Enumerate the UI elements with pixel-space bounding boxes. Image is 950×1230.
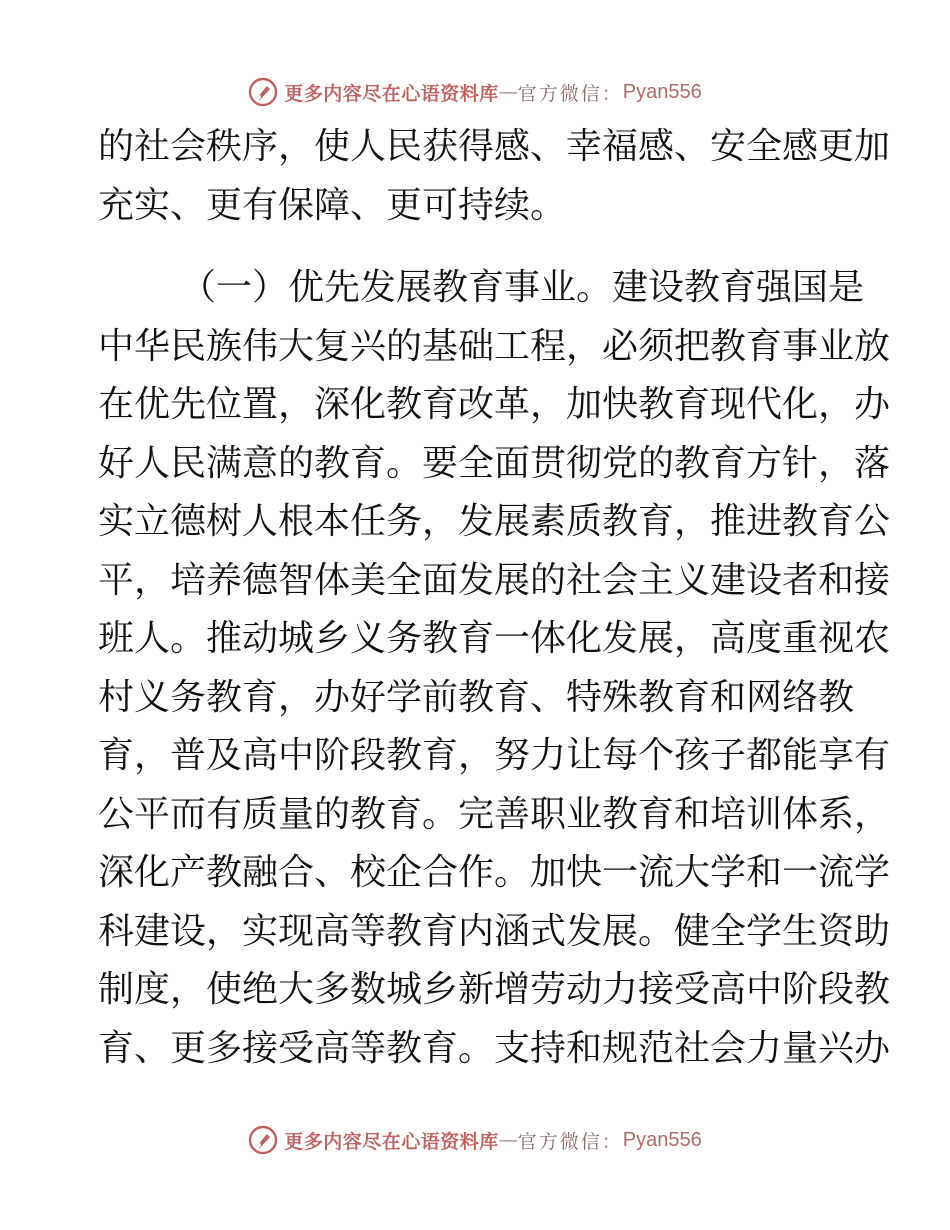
banner-separator: — bbox=[498, 1129, 518, 1151]
banner-separator: — bbox=[498, 81, 518, 103]
text-line: 制度，使绝大多数城乡新增劳动力接受高中阶段教 bbox=[98, 969, 891, 1010]
text-line: 育，普及高中阶段教育，努力让每个孩子都能享有 bbox=[98, 735, 891, 776]
banner-handle-text: Pyan556 bbox=[622, 1128, 702, 1151]
banner-brand-text: 更多内容尽在心语资料库 bbox=[284, 82, 499, 105]
banner-label-text: 官方微信： bbox=[517, 1130, 623, 1153]
text-line: 村义务教育，办好学前教育、特殊教育和网络教 bbox=[98, 676, 855, 718]
text-line: 中华民族伟大复兴的基础工程，必须把教育事业放 bbox=[98, 325, 891, 367]
pen-nib-logo-icon bbox=[248, 77, 278, 107]
text-line: 育、更多接受高等教育。支持和规范社会力量兴办 bbox=[98, 1027, 891, 1069]
text-line: 科建设，实现高等教育内涵式发展。健全学生资助 bbox=[98, 910, 891, 952]
pen-nib-logo-icon bbox=[248, 1125, 278, 1155]
document-body bbox=[98, 118, 891, 1078]
paragraph bbox=[98, 118, 891, 235]
text-line: （一）优先发展教育事业。建设教育强国是 bbox=[180, 267, 865, 308]
text-line: 充实、更有保障、更可持续。 bbox=[98, 184, 567, 226]
text-line: 实立德树人根本任务，发展素质教育，推进教育公 bbox=[98, 501, 891, 542]
banner-handle-text: Pyan556 bbox=[622, 80, 702, 103]
text-line: 班人。推动城乡义务教育一体化发展，高度重视农 bbox=[98, 618, 891, 659]
text-line: 好人民满意的教育。要全面贯彻党的教育方针，落 bbox=[98, 442, 891, 484]
text-line: 在优先位置，深化教育改革，加快教育现代化，办 bbox=[98, 384, 891, 425]
banner-label-text: 官方微信： bbox=[517, 82, 623, 105]
header-banner bbox=[0, 72, 950, 112]
text-line: 深化产教融合、校企合作。加快一流大学和一流学 bbox=[98, 852, 891, 893]
text-line: 公平而有质量的教育。完善职业教育和培训体系， bbox=[98, 793, 891, 835]
text-line: 平，培养德智体美全面发展的社会主义建设者和接 bbox=[98, 559, 891, 601]
text-line: 的社会秩序，使人民获得感、幸福感、安全感更加 bbox=[98, 126, 891, 167]
footer-banner bbox=[0, 1120, 950, 1160]
paragraph bbox=[98, 259, 891, 1078]
banner-brand-text: 更多内容尽在心语资料库 bbox=[284, 1130, 499, 1153]
